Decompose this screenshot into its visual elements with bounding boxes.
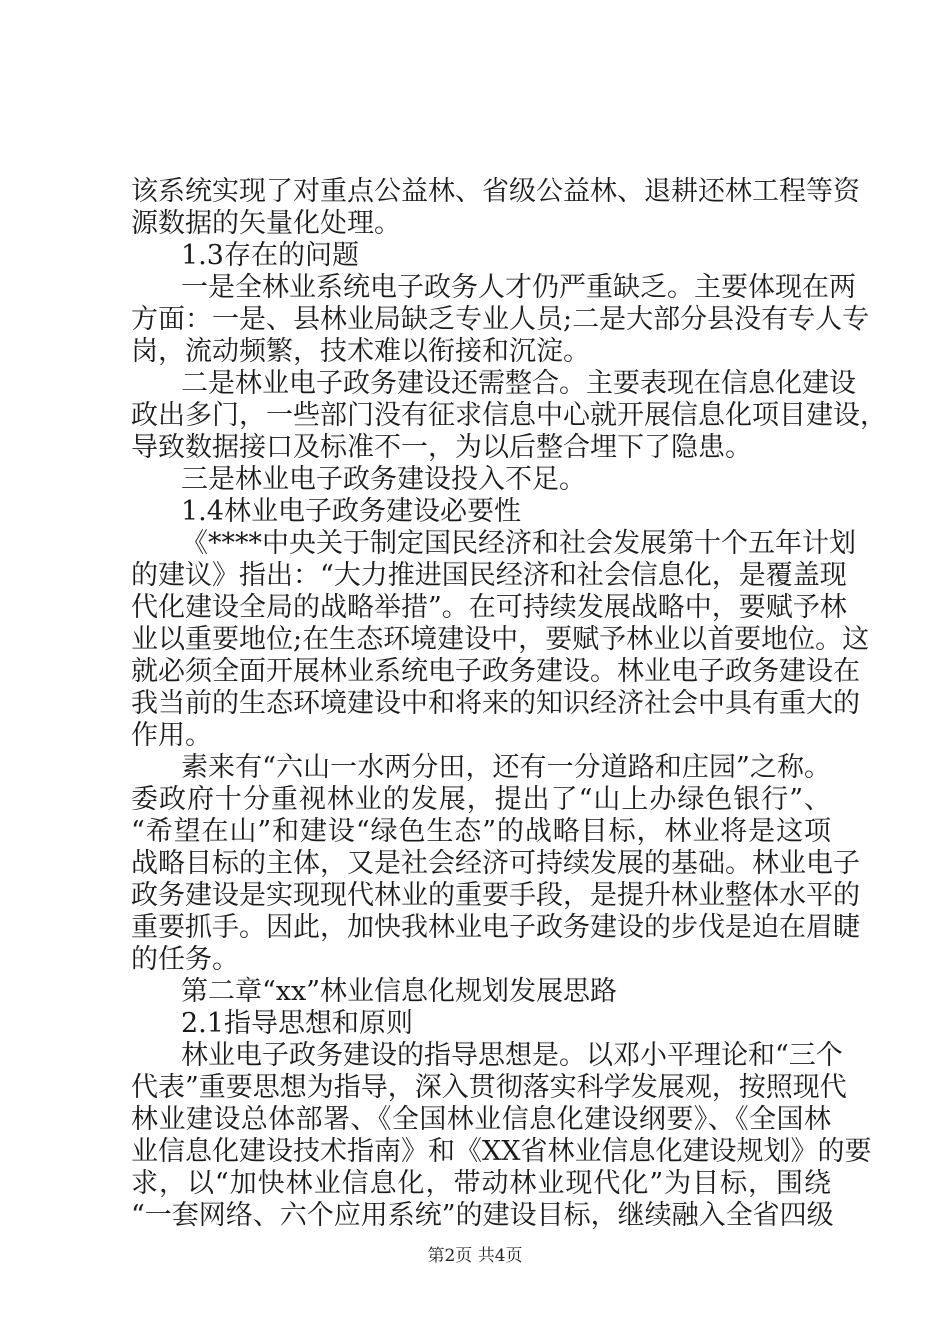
page-number: 第2页 共4页	[427, 1246, 523, 1266]
text-line: 的任务。	[131, 944, 239, 975]
text-line: 方面：一是、县林业局缺乏专业人员;二是大部分县没有专人专	[131, 304, 870, 335]
text-line: 林业建设总体部署、《全国林业信息化建设纲要》、《全国林	[131, 1104, 831, 1135]
text-line: 我当前的生态环境建设中和将来的知识经济社会中具有重大的	[131, 688, 860, 719]
text-line: 导致数据接口及标准不一，为以后整合埋下了隐患。	[131, 432, 752, 463]
text-line: 政出多门，一些部门没有征求信息中心就开展信息化项目建设，	[131, 400, 887, 431]
text-line: 二是林业电子政务建设还需整合。主要表现在信息化建设	[181, 368, 856, 399]
text-line: 战略目标的主体，又是社会经济可持续发展的基础。林业电子	[131, 848, 860, 879]
text-line: 代表”重要思想为指导，深入贯彻落实科学发展观，按照现代	[131, 1072, 847, 1103]
text-line: 政务建设是实现现代林业的重要手段，是提升林业整体水平的	[131, 880, 860, 911]
text-line: 就必须全面开展林业系统电子政务建设。林业电子政务建设在	[131, 656, 860, 687]
text-line: 求，以“加快林业信息化，带动林业现代化”为目标，围绕	[131, 1168, 831, 1199]
text-line: 岗，流动频繁，技术难以衔接和沉淀。	[131, 336, 590, 367]
text-line: 该系统实现了对重点公益林、省级公益林、退耕还林工程等资	[131, 176, 860, 207]
section-heading: 1.4林业电子政务建设必要性	[181, 496, 521, 527]
text-line: 林业电子政务建设的指导思想是。以邓小平理论和“三个	[181, 1040, 843, 1071]
text-line: 委政府十分重视林业的发展，提出了“山上办绿色银行”、	[131, 784, 831, 815]
chapter-heading: 第二章“xx”林业信息化规划发展思路	[181, 976, 618, 1007]
section-heading: 1.3存在的问题	[181, 240, 359, 271]
text-line: 业以重要地位;在生态环境建设中，要赋予林业以首要地位。这	[131, 624, 870, 655]
text-line: “希望在山”和建设“绿色生态”的战略目标，林业将是这项	[131, 816, 831, 847]
text-line: “一套网络、六个应用系统”的建设目标，继续融入全省四级	[131, 1200, 834, 1231]
text-line: 业信息化建设技术指南》和《XX省林业信息化建设规划》的要	[131, 1136, 872, 1167]
text-line: 三是林业电子政务建设投入不足。	[181, 464, 586, 495]
text-line: 《****中央关于制定国民经济和社会发展第十个五年计划	[181, 528, 856, 559]
text-line: 重要抓手。因此，加快我林业电子政务建设的步伐是迫在眉睫	[131, 912, 860, 943]
text-line: 的建议》指出：“大力推进国民经济和社会信息化，是覆盖现	[131, 560, 847, 591]
text-line: 素来有“六山一水两分田，还有一分道路和庄园”之称。	[181, 752, 831, 783]
section-heading: 2.1指导思想和原则	[181, 1008, 413, 1039]
text-line: 一是全林业系统电子政务人才仍严重缺乏。主要体现在两	[181, 272, 856, 303]
text-line: 代化建设全局的战略举措”。在可持续发展战略中，要赋予林	[131, 592, 847, 623]
text-line: 源数据的矢量化处理。	[131, 208, 401, 239]
text-line: 作用。	[131, 720, 212, 751]
